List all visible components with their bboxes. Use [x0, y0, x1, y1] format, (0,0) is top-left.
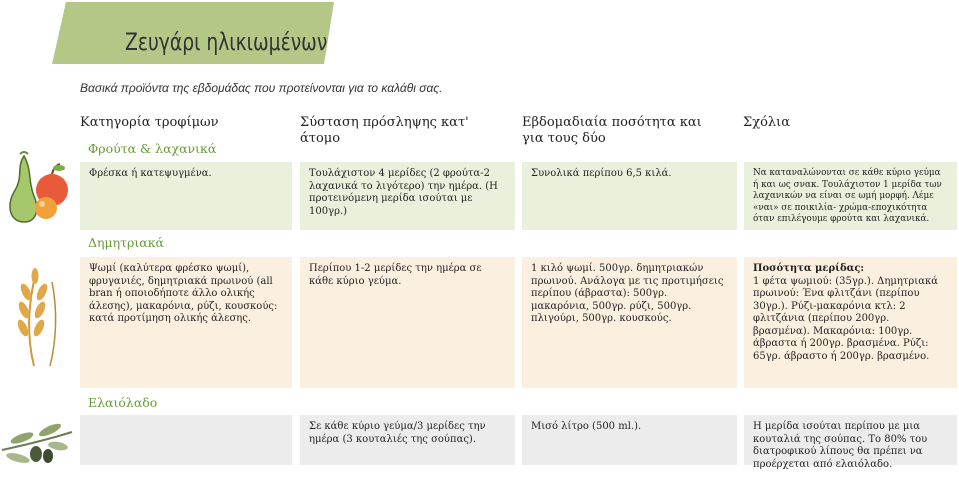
- column-header-intake: Σύσταση πρόσληψης κατ' άτομο: [300, 115, 469, 146]
- column-header-comments: Σχόλια: [743, 115, 791, 130]
- table-cell: [80, 415, 292, 465]
- table-cell: Η μερίδα ισούται περίπου με μια κουταλιά της σούπας. Το 80% του διατροφικού λίπους θα πρέπει να προέρχεται από ελαιόλαδο.: [744, 415, 957, 465]
- category-olive-oil: Ελαιόλαδο: [88, 395, 158, 410]
- column-header-weekly: Εβδομαδιαία ποσότητα και για τους δύο: [522, 115, 702, 146]
- fruit-icon: [2, 150, 76, 230]
- table-cell: Φρέσκα ή κατεψυγμένα.: [80, 162, 292, 230]
- table-cell: Συνολικά περίπου 6,5 κιλά.: [522, 162, 737, 230]
- table-cell: Ψωμί (καλύτερα φρέσκο ψωμί), φρυγανιές, δημητριακά πρωινού (all bran ή οποιοδήποτε άλλο ολικής άλεσης), μακαρόνια, ρύζι, κουσκούς: κατά προτίμηση ολικής άλεσης.: [80, 257, 292, 388]
- column-header-category: Κατηγορία τροφίμων: [80, 115, 219, 130]
- table-cell: Ποσότητα μερίδας: 1 φέτα ψωμιού: (35γρ.). Δημητριακά πρωινού: Ένα φλιτζάνι (περίπου 30γρ.). Ρύζι-μακαρόνια κτλ: 2 φλιτζάνια (περίπου 200γρ. βρασμένα). Μακαρόνια: 100γρ. άβραστα ή 200γρ. βρασμένα. Ρύζι: 65γρ. άβραστο ή 200γρ. βρασμένο.: [744, 257, 957, 388]
- table-cell: Σε κάθε κύριο γεύμα/3 μερίδες την ημέρα (3 κουταλιές της σούπας).: [300, 415, 515, 465]
- page-subtitle: Βασικά προϊόντα της εβδομάδας που προτείνονται για το καλάθι σας.: [80, 81, 443, 95]
- table-cell: Να καταναλώνονται σε κάθε κύριο γεύμα ή και ως σνακ. Τουλάχιστον 1 μερίδα των λαχανικών να είναι σε ωμή μορφή. Λέμε «ναι» σε ποικιλία- χρώμα-εποχικότητα όταν επιλέγουμε φρούτα και λαχανικά.: [744, 162, 957, 230]
- table-cell: Περίπου 1-2 μερίδες την ημέρα σε κάθε κύριο γεύμα.: [300, 257, 515, 388]
- table-cell: 1 κιλό ψωμί. 500γρ. δημητριακών πρωινού. Ανάλογα με τις προτιμήσεις περίπου (άβραστα): 500γρ. μακαρόνια, 500γρ. ρύζι, 500γρ. πλιγούρι, 500γρ. κουσκούς.: [522, 257, 737, 388]
- category-cereals: Δημητριακά: [88, 235, 164, 250]
- olive-icon: [0, 420, 76, 472]
- title-banner: [52, 2, 334, 64]
- table-cell: Μισό λίτρο (500 ml.).: [522, 415, 737, 465]
- table-cell: Τουλάχιστον 4 μερίδες (2 φρούτα-2 λαχανικά το λιγότερο) την ημέρα. (Η προτεινόμενη μερίδα ισούται με 100γρ.): [300, 162, 515, 230]
- page-title: Ζευγάρι ηλικιωμένων: [125, 28, 328, 56]
- category-fruits-vegetables: Φρούτα & λαχανικά: [88, 141, 217, 156]
- wheat-icon: [6, 262, 62, 368]
